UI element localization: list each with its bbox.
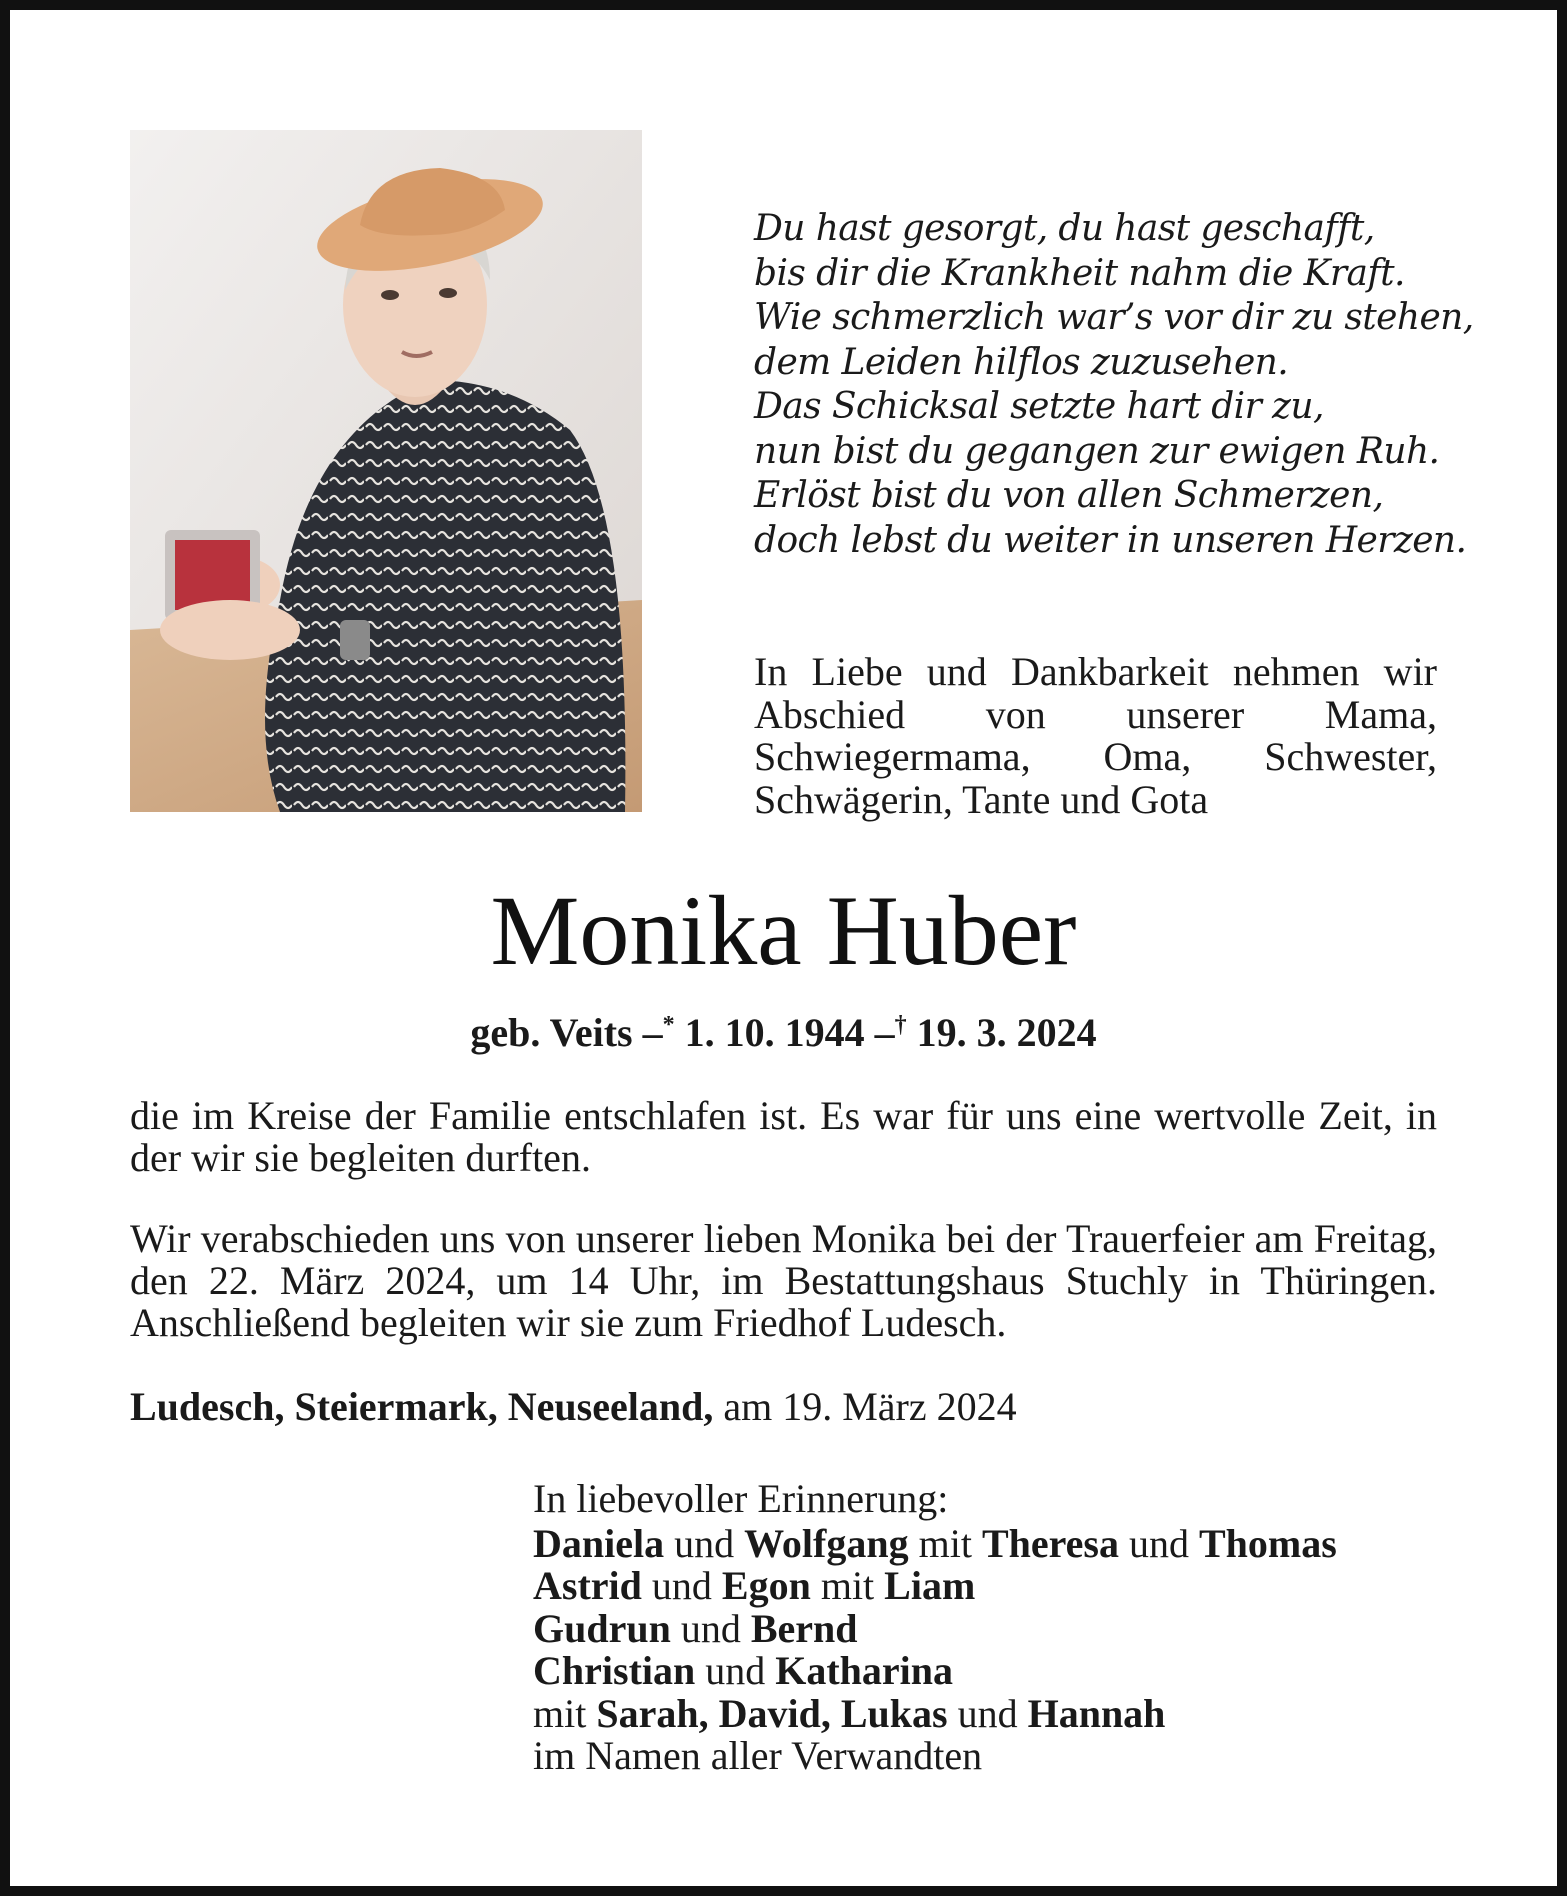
family-row: [533, 1650, 1463, 1693]
family-member: Katharina: [775, 1648, 954, 1693]
family-member: Wolfgang: [744, 1520, 909, 1566]
family-member: Daniela: [533, 1520, 665, 1566]
family-member: Christian: [533, 1648, 696, 1693]
family-member: Astrid: [533, 1563, 642, 1608]
separator: –: [642, 1010, 663, 1055]
family-closing: im Namen aller Verwandten: [533, 1733, 983, 1778]
conjunction: mit: [820, 1563, 875, 1608]
birth-symbol: *: [662, 1012, 675, 1038]
conjunction: und: [705, 1648, 766, 1693]
poem-line: doch lebst du weiter in unseren Herzen.: [754, 519, 1467, 561]
family-member: Hannah: [1027, 1690, 1166, 1736]
family-member: Theresa: [981, 1520, 1119, 1566]
conjunction: und: [674, 1520, 735, 1566]
family-member: Gudrun: [533, 1605, 671, 1651]
paragraph-funeral: Wir verabschieden uns von unserer lieben Monika bei der Trauerfeier am Freitag, den 22. März 2024, um 14 Uhr, im Bestattungshaus Stuchly in Thüringen. Anschließend begleiten wir sie zum Friedhof Ludesch.: [130, 1216, 1437, 1345]
family-heading: In liebevoller Erinnerung:: [533, 1476, 949, 1521]
locations: Ludesch, Steiermark, Neuseeland,: [130, 1384, 714, 1429]
family-signature: [533, 1478, 1463, 1778]
poem: [754, 207, 1474, 563]
death-symbol: †: [894, 1012, 907, 1038]
family-member: Egon: [721, 1563, 811, 1608]
deceased-name: Monika Huber: [490, 875, 1077, 986]
birth-date: 1. 10. 1944: [684, 1010, 865, 1055]
family-member: Sarah, David, Lukas: [596, 1690, 948, 1736]
conjunction: mit: [533, 1690, 587, 1736]
family-row: [533, 1565, 1463, 1608]
poem-line: Das Schicksal setzte hart dir zu,: [754, 386, 1324, 427]
family-member: Thomas: [1198, 1520, 1337, 1566]
family-row: [533, 1690, 1463, 1736]
farewell-intro: In Liebe und Dankbarkeit nehmen wir Abschied von unserer Mama, Schwiegermama, Oma, Schwester, Schwägerin, Tante und Gota: [754, 649, 1437, 823]
conjunction: und: [651, 1563, 712, 1608]
death-date: 19. 3. 2024: [916, 1010, 1097, 1055]
poem-line: Wie schmerzlich war’s vor dir zu stehen,: [754, 297, 1474, 338]
place-and-date: [130, 1386, 1437, 1428]
conjunction: und: [1128, 1520, 1189, 1566]
announcement-date: am 19. März 2024: [723, 1384, 1017, 1429]
separator: –: [874, 1010, 895, 1055]
conjunction: mit: [918, 1520, 972, 1566]
poem-line: Erlöst bist du von allen Schmerzen,: [754, 475, 1384, 516]
paragraph-passing: die im Kreise der Familie entschlafen ist. Es war für uns eine wertvolle Zeit, in der wir sie begleiten durften.: [130, 1093, 1437, 1180]
conjunction: und: [957, 1690, 1018, 1736]
poem-line: Du hast gesorgt, du hast geschafft,: [754, 208, 1375, 249]
portrait-photo: [130, 130, 642, 812]
conjunction: und: [680, 1605, 741, 1651]
portrait-photo-icon: [130, 130, 642, 812]
family-member: Liam: [884, 1563, 976, 1608]
poem-line: nun bist du gegangen zur ewigen Ruh.: [754, 430, 1440, 472]
poem-line: bis dir die Krankheit nahm die Kraft.: [754, 252, 1405, 294]
poem-line: dem Leiden hilflos zuzusehen.: [754, 341, 1289, 383]
maiden-name: geb. Veits: [470, 1010, 633, 1055]
life-dates: [0, 1000, 1567, 1058]
family-member: Bernd: [750, 1605, 858, 1651]
family-row: [533, 1605, 1463, 1651]
family-row: [533, 1520, 1463, 1566]
